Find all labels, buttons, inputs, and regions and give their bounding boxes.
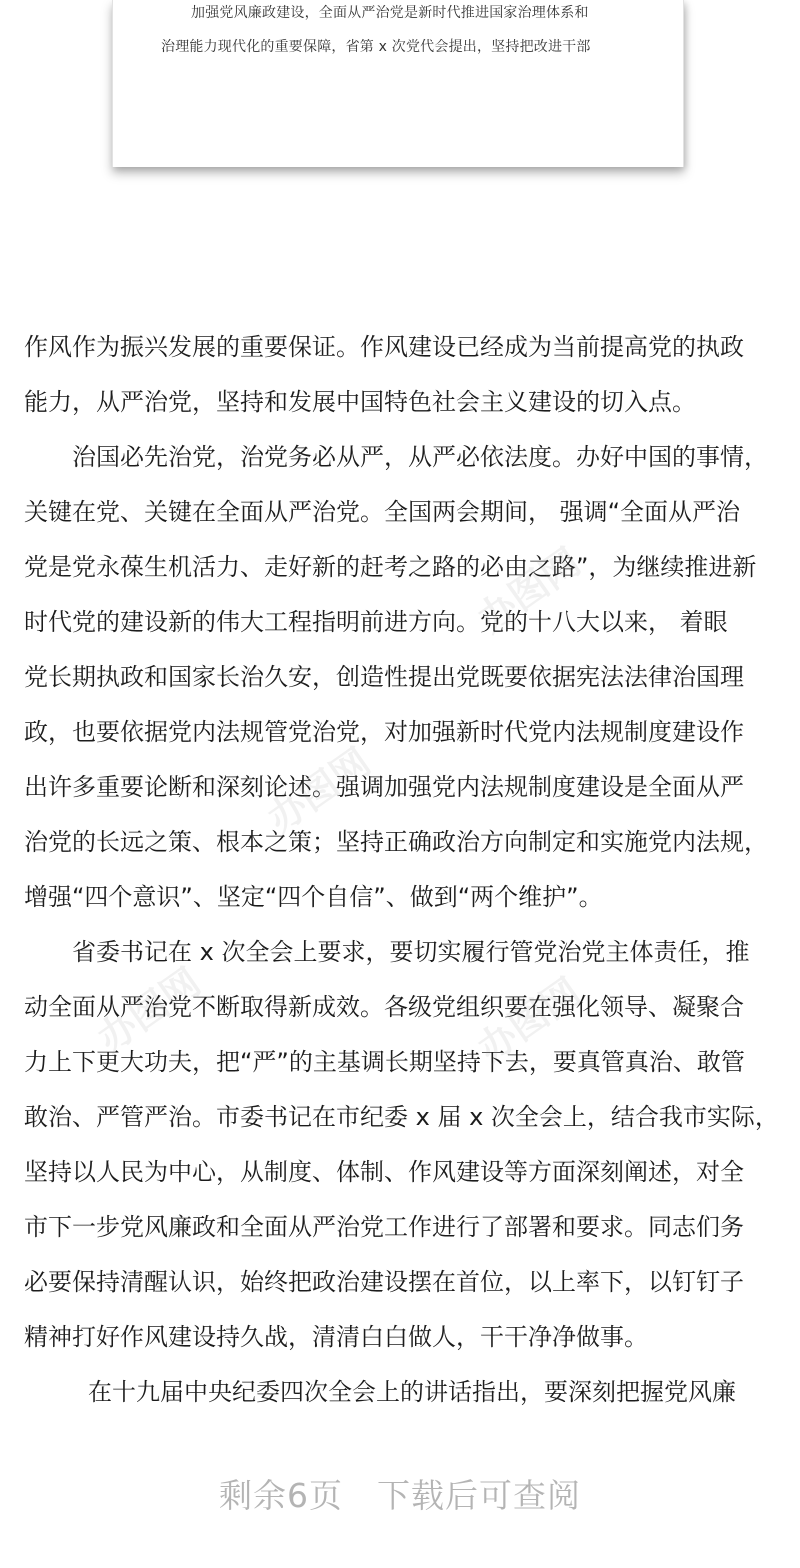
watermark: 办图网 xyxy=(89,959,209,1062)
paragraph-line: 政，也要依据党内法规管党治党，对加强新时代党内法规制度建设作 xyxy=(24,718,744,746)
paragraph-line: 坚持以人民为中心，从制度、体制、作风建设等方面深刻阐述，对全 xyxy=(24,1158,744,1186)
preview-text-line: 治理能力现代化的重要保障，省第 x 次党代会提出，坚持把改进干部 xyxy=(161,39,591,55)
watermark: 办图网 xyxy=(469,969,589,1072)
paragraph-line: 动全面从严治党不断取得新成效。各级党组织要在强化领导、凝聚合 xyxy=(24,993,744,1021)
paragraph-line: 市下一步党风廉政和全面从严治党工作进行了部署和要求。同志们务 xyxy=(24,1213,744,1241)
paragraph-line: 敢治、严管严治。市委书记在市纪委 x 届 x 次全会上，结合我市实际， xyxy=(24,1103,779,1131)
download-prompt-text[interactable]: 下载后可查阅 xyxy=(377,1476,581,1515)
paragraph-line: 增强“四个意识”、坚定“四个自信”、做到“两个维护”。 xyxy=(24,883,603,911)
paragraph-line: 党是党永葆生机活力、走好新的赶考之路的必由之路”，为继续推进新 xyxy=(24,553,757,581)
paragraph-line: 党长期执政和国家长治久安，创造性提出党既要依据宪法法律治国理 xyxy=(24,663,744,691)
watermark: 办图网 xyxy=(469,539,589,642)
paragraph-line: 省委书记在 x 次全会上要求，要切实履行管党治党主体责任，推 xyxy=(72,938,750,966)
download-to-read-more[interactable] xyxy=(0,1470,800,1517)
watermark: 办图网 xyxy=(259,739,379,842)
paragraph-line: 精神打好作风建设持久战，清清白白做人，干干净净做事。 xyxy=(24,1323,648,1351)
paragraph-line: 必要保持清醒认识，始终把政治建设摆在首位，以上率下，以钉钉子 xyxy=(24,1268,744,1296)
paragraph-line: 时代党的建设新的伟大工程指明前进方向。党的十八大以来， 着眼 xyxy=(24,608,728,636)
paragraph-line: 治党的长远之策、根本之策；坚持正确政治方向制定和实施党内法规， xyxy=(24,828,768,856)
paragraph-line: 作风作为振兴发展的重要保证。作风建设已经成为当前提高党的执政 xyxy=(24,333,744,361)
paragraph-line: 关键在党、关键在全面从严治党。全国两会期间， 强调“全面从严治 xyxy=(24,498,741,526)
remaining-pages-text[interactable]: 剩余6页 xyxy=(219,1476,343,1515)
paragraph-line: 力上下更大功夫，把“严”的主基调长期坚持下去，要真管真治、敢管 xyxy=(24,1048,745,1076)
paragraph-line: 治国必先治党，治党务必从严，从严必依法度。办好中国的事情， xyxy=(72,443,768,471)
paragraph-line: 出许多重要论断和深刻论述。强调加强党内法规制度建设是全面从严 xyxy=(24,773,744,801)
preview-text-line: 加强党风廉政建设，全面从严治党是新时代推进国家治理体系和 xyxy=(191,5,589,21)
paragraph-line: 能力，从严治党，坚持和发展中国特色社会主义建设的切入点。 xyxy=(24,388,696,416)
paragraph-line: 在十九届中央纪委四次全会上的讲话指出，要深刻把握党风廉 xyxy=(88,1378,736,1406)
